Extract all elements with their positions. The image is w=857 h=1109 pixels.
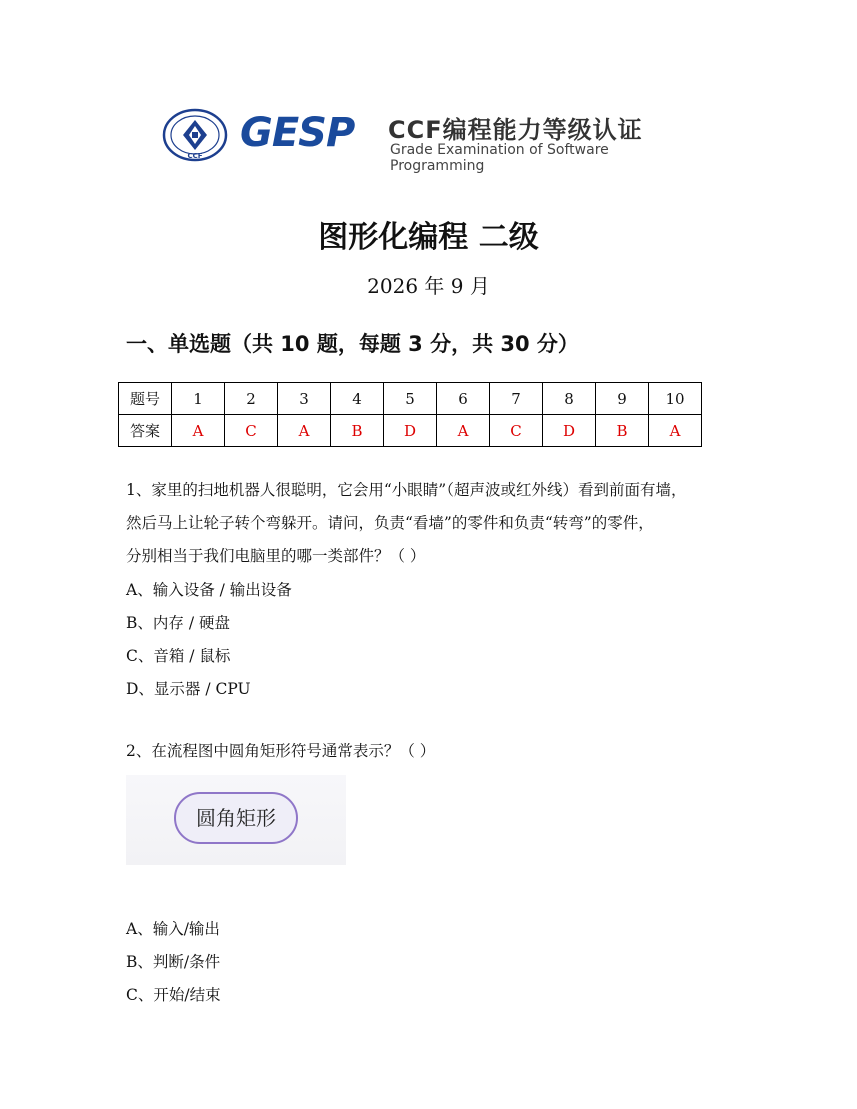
table-cell-answer: A: [278, 415, 331, 447]
table-cell-answer: C: [225, 415, 278, 447]
answer-table: [118, 382, 702, 447]
table-cell-number: 9: [596, 383, 649, 415]
table-row-label: 答案: [119, 415, 172, 447]
brand-title: CCF编程能力等级认证: [388, 116, 643, 144]
ccf-logo: [162, 108, 228, 162]
table-cell-answer: D: [543, 415, 596, 447]
document-date: 2026 年 9 月: [367, 274, 490, 298]
question-2-option-a: A、输入/输出: [126, 920, 220, 938]
question-2-text: 2、在流程图中圆角矩形符号通常表示？（ ）: [126, 742, 436, 760]
header: [162, 104, 702, 174]
question-1-text-line-1: 1、家里的扫地机器人很聪明，它会用“小眼睛”（超声波或红外线）看到前面有墙，: [126, 481, 687, 499]
question-1-option-a: A、输入设备 / 输出设备: [126, 581, 292, 599]
table-cell-answer: C: [490, 415, 543, 447]
table-cell-number: 5: [384, 383, 437, 415]
question-1-option-b: B、内存 / 硬盘: [126, 614, 230, 632]
brand-subtitle: Grade Examination of Software Programming: [390, 142, 609, 174]
table-cell-number: 3: [278, 383, 331, 415]
table-cell-number: 2: [225, 383, 278, 415]
table-cell-number: 10: [649, 383, 702, 415]
table-cell-answer: A: [437, 415, 490, 447]
question-1-text-line-2: 然后马上让轮子转个弯躲开。请问，负责“看墙”的零件和负责“转弯”的零件，: [126, 514, 654, 532]
section-heading: 一、单选题（共 10 题，每题 3 分，共 30 分）: [126, 332, 579, 356]
rounded-rectangle-image: [126, 775, 346, 865]
rounded-rectangle-shape: 圆角矩形: [174, 792, 298, 844]
table-cell-answer: A: [172, 415, 225, 447]
table-cell-answer: B: [331, 415, 384, 447]
ccf-logo-text: CCF: [187, 152, 203, 160]
table-cell-number: 7: [490, 383, 543, 415]
gesp-logo: GESP: [240, 110, 355, 156]
question-1-option-d: D、显示器 / CPU: [126, 680, 251, 698]
question-1-option-c: C、音箱 / 鼠标: [126, 647, 231, 665]
table-row-answers: [119, 415, 702, 447]
document-title: 图形化编程 二级: [318, 220, 539, 255]
table-cell-number: 1: [172, 383, 225, 415]
table-cell-answer: A: [649, 415, 702, 447]
table-cell-answer: D: [384, 415, 437, 447]
table-cell-answer: B: [596, 415, 649, 447]
table-row-label: 题号: [119, 383, 172, 415]
table-cell-number: 6: [437, 383, 490, 415]
table-cell-number: 4: [331, 383, 384, 415]
question-2-option-b: B、判断/条件: [126, 953, 221, 971]
question-2-option-c: C、开始/结束: [126, 986, 221, 1004]
question-1-text-line-3: 分别相当于我们电脑里的哪一类部件？（ ）: [126, 547, 426, 565]
table-cell-number: 8: [543, 383, 596, 415]
table-row-numbers: [119, 383, 702, 415]
